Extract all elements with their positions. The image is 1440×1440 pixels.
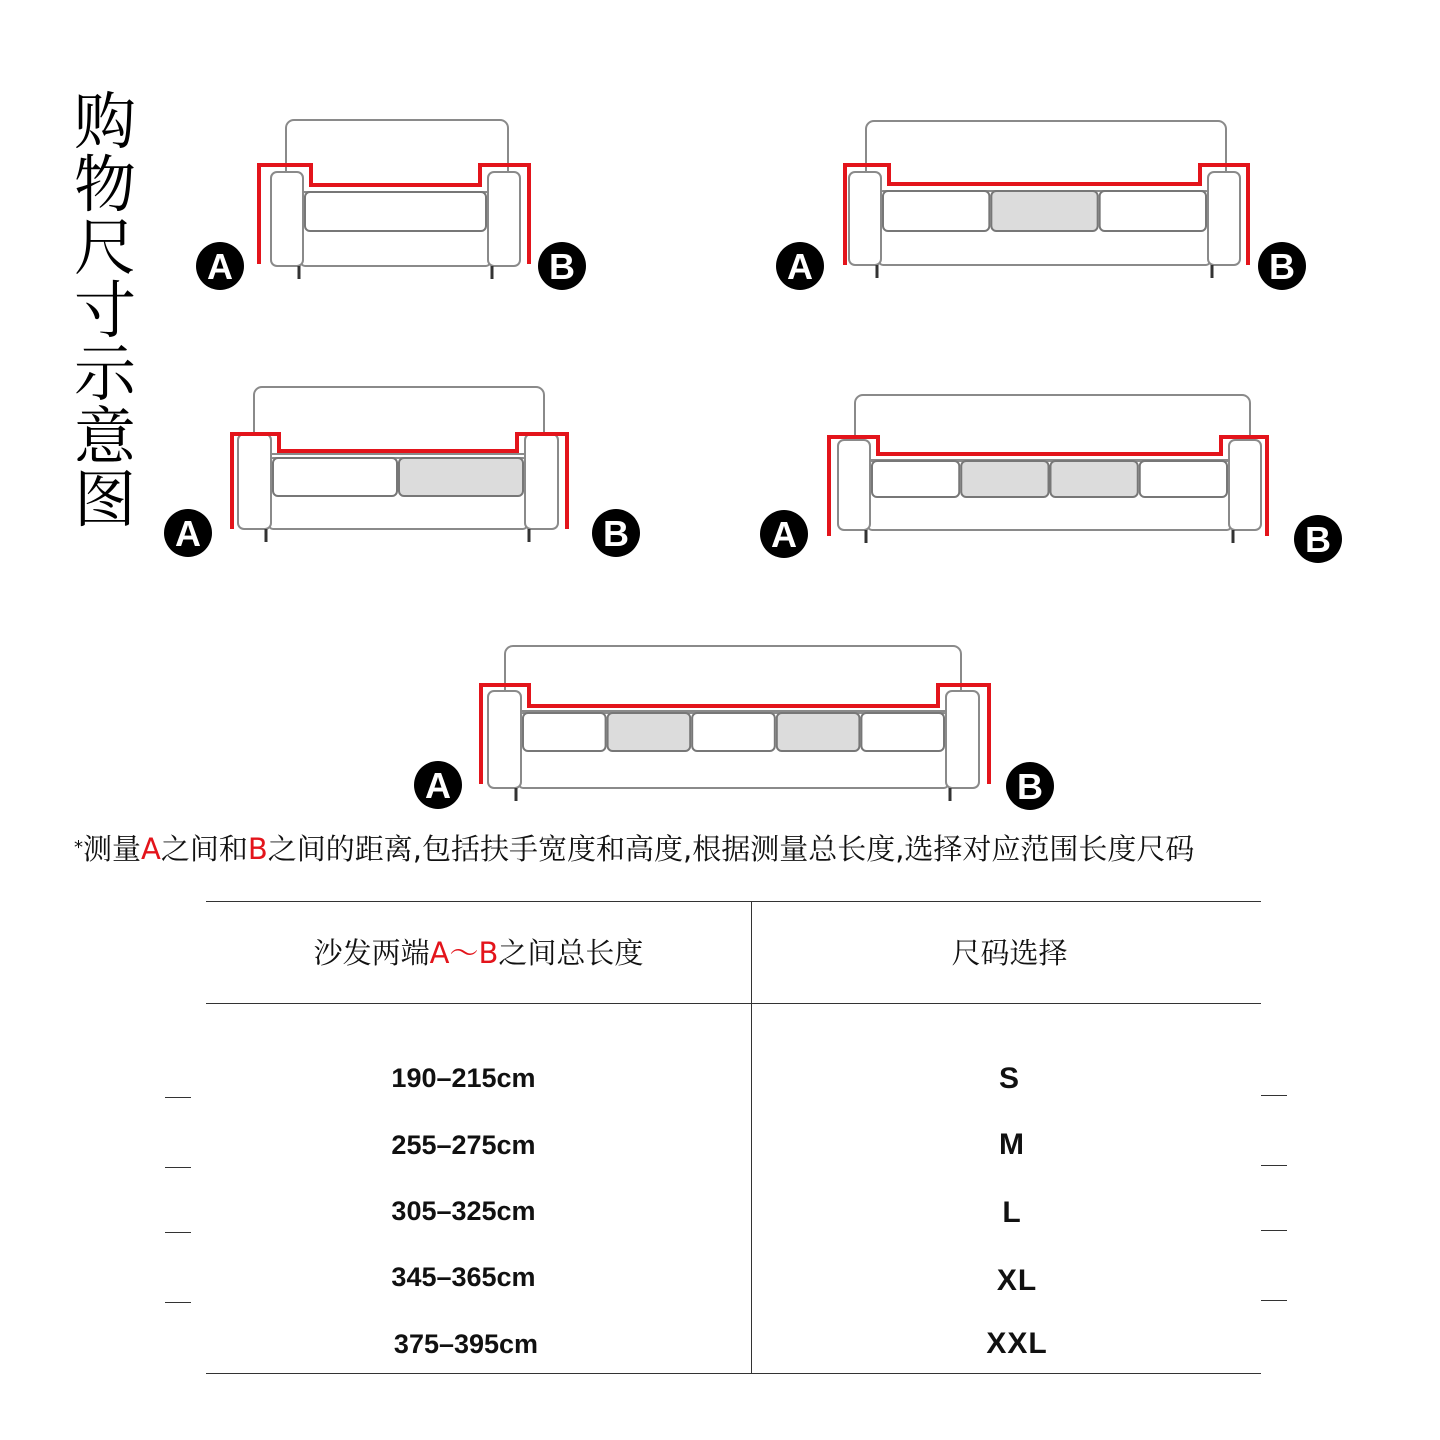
seat-cushion [1140,461,1227,497]
seat-cushion [991,191,1097,231]
size-cell: XL [996,1264,1038,1297]
table-bottom-rule [206,1373,1261,1374]
header-size: 尺码选择 [951,936,1068,970]
header-length [206,928,751,978]
sofa-arm-left [271,172,303,266]
sofa-arm-left [488,691,521,788]
sofa-diagram [196,120,586,290]
length-cell: 345–365cm [391,1262,536,1292]
header-text: 沙发两端 [313,936,430,970]
badge-a-label: A [787,246,813,287]
seat-cushion [273,458,397,496]
note-star: * [74,837,83,858]
title-char: 尺 [73,211,136,284]
seat-cushion [523,713,606,751]
row-tick [165,1167,191,1168]
size-cell: M [999,1128,1025,1161]
sofa-back [855,395,1250,460]
row-tick [165,1302,191,1303]
sofa-back [286,120,508,192]
sofa-diagram [164,387,640,557]
row-tick [165,1097,191,1098]
note-text: 之间的距离,包括扶手宽度和高度,根据测量总长度,选择对应范围长度尺码 [267,832,1195,866]
badge-b-label: B [1017,766,1043,807]
seat-cushion [305,192,486,231]
sofa-back [505,646,961,711]
seat-cushion [692,713,775,751]
seat-cushion [399,458,523,496]
seat-cushion [861,713,944,751]
row-tick [1261,1165,1287,1166]
length-cell: 190–215cm [391,1063,536,1093]
note-label-b: B [247,832,268,866]
sofa-back [254,387,544,454]
note-label-a: A [141,832,161,866]
badge-a-label: A [771,514,797,555]
badge-b-label: B [603,513,629,554]
title-char: 寸 [73,274,136,347]
title-char: 意 [73,400,136,473]
badge-b-label: B [549,246,575,287]
measurement-note [74,826,1394,871]
seat-cushion [777,713,860,751]
sofa-back [866,121,1226,192]
size-cell: S [998,1062,1020,1095]
sofa-arm-right [946,691,979,788]
title-char: 购 [73,85,136,158]
sofa-diagram [414,646,1054,810]
sofa-arm-right [525,434,558,529]
table-header-rule [206,1003,1261,1004]
length-cell: 305–325cm [391,1196,536,1226]
note-text: 测量 [83,832,142,866]
seat-cushion [608,713,691,751]
sofa-arm-left [238,434,271,529]
badge-b-label: B [1305,519,1331,560]
length-cell: 255–275cm [391,1130,536,1160]
badge-b-label: B [1269,246,1295,287]
sofa-arm-right [1229,440,1261,530]
row-tick [165,1232,191,1233]
size-cell: XXL [986,1327,1048,1360]
note-text: 之间和 [160,832,248,866]
seat-cushion [961,461,1048,497]
sofa-arm-right [488,172,520,266]
badge-a-label: A [175,513,201,554]
seat-cushion [1051,461,1138,497]
size-cell: L [1002,1196,1022,1229]
sofa-diagram [776,121,1306,290]
header-text: 之间总长度 [498,936,644,970]
title-char: 图 [73,463,136,536]
header-range: A～B [429,936,499,970]
table-top-rule [206,901,1261,902]
sofa-diagram [760,395,1342,563]
length-cell: 375–395cm [393,1329,539,1359]
seat-cushion [883,191,989,231]
sofa-arm-left [838,440,870,530]
title-char: 示 [73,337,136,410]
title-char: 物 [73,148,136,221]
sofa-arm-right [1208,172,1240,265]
seat-cushion [872,461,959,497]
badge-a-label: A [425,765,451,806]
badge-a-label: A [207,246,233,287]
seat-cushion [1100,191,1206,231]
sofa-arm-left [849,172,881,265]
